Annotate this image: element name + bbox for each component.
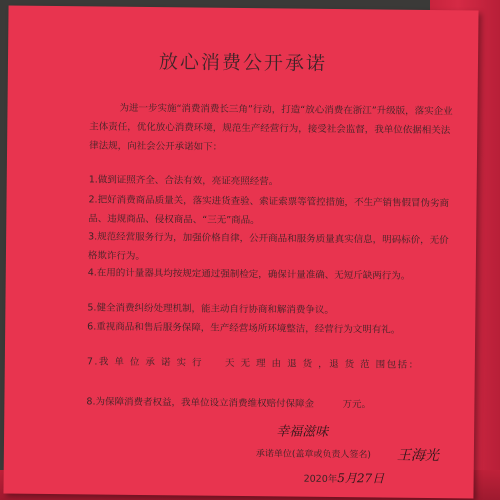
date-handwritten: 5月27日: [337, 471, 385, 486]
intro-paragraph: 为进一步实施“消费消费长三角”行动，打造“放心消费在浙江”升级版，落实企业主体责任，优化放心消费环境，规范生产经营行为，接受社会监督，我单位依据相关法律法规，向社会公开承诺如下：: [89, 102, 453, 153]
unit-label: 承诺单位(盖章或负责人签名): [255, 449, 371, 461]
date-line: [304, 469, 385, 487]
person-signature: 王海光: [396, 447, 439, 465]
date-year: 2020年: [303, 473, 338, 486]
commitment-item-3: 3.规范经营服务行为，加强价格自律，公开商品和服务质量真实信息，明码标价，无价格欺诈行为。: [87, 231, 449, 262]
commitment-item-8: 8.为保障消费者权益，我单位设立消费维权赔付保障金 万元。: [86, 396, 372, 411]
commitment-item-2: 2.把好消费商品质量关，落实进货查验、索证索票等管控措施，不生产销售假冒伪劣商品、违规商品、侵权商品、“三无”商品。: [88, 194, 450, 227]
commitment-item-6: 6.重视商品和售后服务保障，生产经营场所环境整洁，经营行为文明有礼。: [87, 321, 401, 336]
commitment-item-5: 5.健全消费纠纷处理机制，能主动自行协商和解消费争议。: [87, 302, 335, 316]
handwritten-signature: 幸福滋味: [276, 424, 329, 440]
commitment-item-1: 1.做到证照齐全、合法有效，亮证亮照经营。: [88, 174, 279, 188]
commitment-sheet: [3, 6, 478, 499]
document-title: 放心消费公开承诺: [158, 51, 328, 75]
commitment-item-7: 7.我 单 位 承 诺 实 行 天 无 理 由 退 货 ，退 货 范 围包括：: [86, 356, 420, 371]
commitment-item-4: 4.在用的计量器具均按规定通过强制检定，确保计量准确、无短斤缺两行为。: [87, 267, 411, 282]
